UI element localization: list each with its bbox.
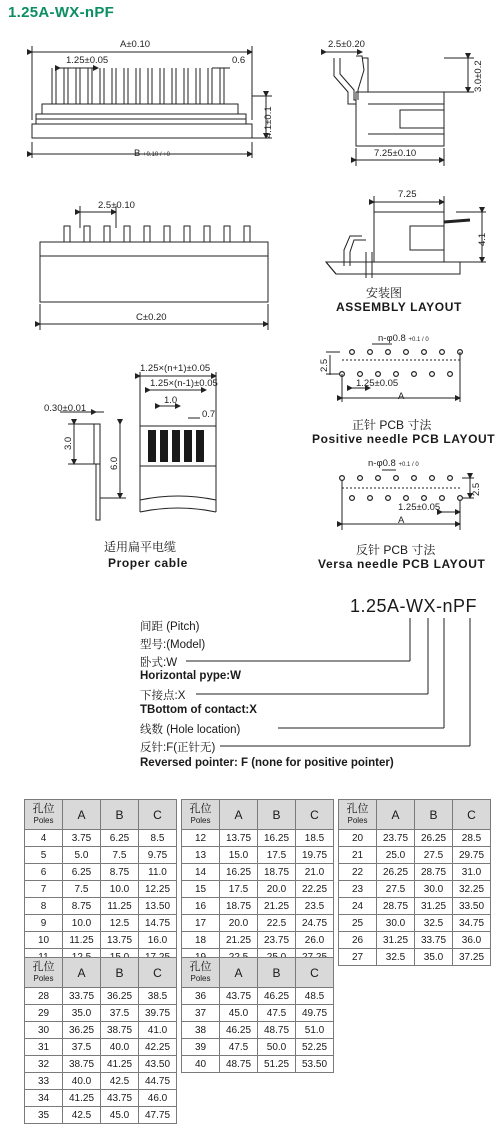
table-row bbox=[25, 830, 177, 847]
dimension-cell: 40.0 bbox=[101, 1039, 139, 1056]
poles-header-cn: 孔位 bbox=[32, 960, 55, 973]
dimension-cell: 32.25 bbox=[453, 881, 491, 898]
poles-cell: 5 bbox=[25, 847, 63, 864]
dimension-cell: 37.25 bbox=[453, 949, 491, 966]
dimension-cell: 27.5 bbox=[377, 881, 415, 898]
dim-pin-width: 0.6 bbox=[232, 55, 246, 66]
dimension-cell: 20.0 bbox=[258, 881, 296, 898]
dimension-cell: 6.25 bbox=[101, 830, 139, 847]
cable-dim-3: 3.0 bbox=[63, 436, 74, 450]
table-row bbox=[25, 932, 177, 949]
poles-header bbox=[182, 800, 220, 830]
dimension-cell: 37.5 bbox=[63, 1039, 101, 1056]
poles-cell: 22 bbox=[339, 864, 377, 881]
dimension-cell: 7.5 bbox=[101, 847, 139, 864]
dim-depth-assembly: 7.25 bbox=[398, 189, 417, 200]
table-header-row bbox=[182, 800, 334, 830]
pos-hole-tol: +0.1 / 0 bbox=[408, 337, 429, 343]
dimension-cell: 23.75 bbox=[258, 932, 296, 949]
dimension-cell: 13.75 bbox=[220, 830, 258, 847]
versa-hole-main: n-φ0.8 bbox=[368, 458, 396, 469]
dimension-cell: 12.5 bbox=[101, 915, 139, 932]
cable-dim-1: 1.0 bbox=[164, 395, 178, 406]
table-row bbox=[25, 915, 177, 932]
dimension-cell: 38.5 bbox=[139, 988, 177, 1005]
dimension-cell: 20.0 bbox=[220, 915, 258, 932]
pos-a-dim: A bbox=[398, 391, 405, 402]
poles-cell: 9 bbox=[25, 915, 63, 932]
dimension-cell: 28.5 bbox=[453, 830, 491, 847]
table-row bbox=[339, 915, 491, 932]
dimension-cell: 31.0 bbox=[453, 864, 491, 881]
dimension-cell: 11.0 bbox=[139, 864, 177, 881]
column-header-a: A bbox=[63, 958, 101, 988]
dim-height-top: 4.1±0.1 bbox=[263, 106, 274, 138]
poles-table-1 bbox=[24, 799, 177, 966]
dimension-cell: 26.25 bbox=[415, 830, 453, 847]
dimension-cell: 47.75 bbox=[139, 1107, 177, 1124]
assembly-caption-cn: 安装图 bbox=[366, 286, 403, 300]
dimension-cell: 43.75 bbox=[101, 1090, 139, 1107]
cable-thickness-dim: 0.30±0.01 bbox=[44, 403, 87, 414]
poles-cell: 10 bbox=[25, 932, 63, 949]
dimension-cell: 47.5 bbox=[220, 1039, 258, 1056]
versa-caption-en: Versa needle PCB LAYOUT bbox=[318, 557, 486, 571]
table-row bbox=[339, 932, 491, 949]
dimension-cell: 28.75 bbox=[415, 864, 453, 881]
dimension-cell: 22.5 bbox=[258, 915, 296, 932]
table-header-row bbox=[25, 958, 177, 988]
dimension-cell: 33.75 bbox=[63, 988, 101, 1005]
dimension-cell: 36.0 bbox=[453, 932, 491, 949]
dim-b-top bbox=[134, 149, 170, 159]
dimension-cell: 33.75 bbox=[415, 932, 453, 949]
dimension-cell: 13.75 bbox=[101, 932, 139, 949]
dimension-cell: 41.25 bbox=[101, 1056, 139, 1073]
poles-cell: 30 bbox=[25, 1022, 63, 1039]
dimension-cell: 31.25 bbox=[415, 898, 453, 915]
column-header-b: B bbox=[101, 800, 139, 830]
table-row bbox=[25, 1090, 177, 1107]
positive-caption-cn: 正针 PCB 寸法 bbox=[352, 418, 432, 432]
dimension-cell: 21.25 bbox=[258, 898, 296, 915]
table-row bbox=[182, 1056, 334, 1073]
dimension-cell: 35.0 bbox=[63, 1005, 101, 1022]
dimension-cell: 10.0 bbox=[63, 915, 101, 932]
dimension-cell: 7.5 bbox=[63, 881, 101, 898]
table-row bbox=[182, 898, 334, 915]
poles-header-en: Poles bbox=[190, 815, 211, 825]
poles-cell: 23 bbox=[339, 881, 377, 898]
table-row bbox=[182, 1022, 334, 1039]
table-row bbox=[25, 1005, 177, 1022]
dimension-cell: 3.75 bbox=[63, 830, 101, 847]
dimension-cell: 49.75 bbox=[296, 1005, 334, 1022]
dim-b-tol: +0.10 / +0 bbox=[142, 152, 171, 158]
legend-model: 型号:(Model) bbox=[140, 639, 206, 651]
poles-cell: 7 bbox=[25, 881, 63, 898]
column-header-b: B bbox=[258, 958, 296, 988]
table-row bbox=[25, 847, 177, 864]
poles-header bbox=[182, 958, 220, 988]
versa-row-dim: 2.5 bbox=[471, 482, 482, 496]
poles-header-cn: 孔位 bbox=[346, 802, 369, 815]
poles-cell: 21 bbox=[339, 847, 377, 864]
dim-depth-side: 7.25±0.10 bbox=[374, 148, 417, 159]
dimension-cell: 43.50 bbox=[139, 1056, 177, 1073]
dimension-cell: 26.25 bbox=[377, 864, 415, 881]
dimension-cell: 18.5 bbox=[296, 830, 334, 847]
cable-dim-n-minus-1: 1.25×(n-1)±0.05 bbox=[150, 378, 218, 389]
poles-cell: 20 bbox=[339, 830, 377, 847]
poles-cell: 15 bbox=[182, 881, 220, 898]
poles-cell: 8 bbox=[25, 898, 63, 915]
dimension-cell: 48.75 bbox=[220, 1056, 258, 1073]
dimension-cell: 36.25 bbox=[101, 988, 139, 1005]
poles-cell: 26 bbox=[339, 932, 377, 949]
cable-dim-n-plus-1: 1.25×(n+1)±0.05 bbox=[140, 363, 211, 374]
poles-header-en: Poles bbox=[33, 973, 54, 983]
dimension-cell: 12.25 bbox=[139, 881, 177, 898]
dimension-cell: 46.25 bbox=[220, 1022, 258, 1039]
dimension-cell: 19.75 bbox=[296, 847, 334, 864]
table-row bbox=[339, 949, 491, 966]
dimension-cell: 24.75 bbox=[296, 915, 334, 932]
poles-header-cn: 孔位 bbox=[189, 802, 212, 815]
poles-cell: 40 bbox=[182, 1056, 220, 1073]
dim-lead-side: 2.5±0.20 bbox=[328, 39, 365, 50]
dimension-cell: 30.0 bbox=[377, 915, 415, 932]
dim-c-mid: C±0.20 bbox=[136, 312, 167, 323]
dimension-cell: 11.25 bbox=[63, 932, 101, 949]
dimension-cell: 13.50 bbox=[139, 898, 177, 915]
poles-cell: 39 bbox=[182, 1039, 220, 1056]
dimension-cell: 18.75 bbox=[220, 898, 258, 915]
table-row bbox=[339, 881, 491, 898]
dimension-cell: 39.75 bbox=[139, 1005, 177, 1022]
table-row bbox=[25, 864, 177, 881]
dimension-cell: 34.75 bbox=[453, 915, 491, 932]
column-header-b: B bbox=[258, 800, 296, 830]
dimension-cell: 46.25 bbox=[258, 988, 296, 1005]
table-row bbox=[182, 915, 334, 932]
dim-pitch-mid: 2.5±0.10 bbox=[98, 200, 135, 211]
poles-cell: 6 bbox=[25, 864, 63, 881]
table-row bbox=[182, 881, 334, 898]
dimension-cell: 17.5 bbox=[220, 881, 258, 898]
poles-cell: 32 bbox=[25, 1056, 63, 1073]
dimension-cell: 21.0 bbox=[296, 864, 334, 881]
versa-a-dim: A bbox=[398, 515, 405, 526]
table-row bbox=[25, 1107, 177, 1124]
dimension-cell: 33.50 bbox=[453, 898, 491, 915]
poles-header bbox=[339, 800, 377, 830]
table-row bbox=[25, 898, 177, 915]
poles-header-cn: 孔位 bbox=[189, 960, 212, 973]
dimension-cell: 5.0 bbox=[63, 847, 101, 864]
cable-caption-cn: 适用扁平电缆 bbox=[104, 540, 177, 554]
cable-dim-6: 6.0 bbox=[109, 456, 120, 470]
dimension-cell: 23.5 bbox=[296, 898, 334, 915]
dimension-cell: 30.0 bbox=[415, 881, 453, 898]
poles-cell: 13 bbox=[182, 847, 220, 864]
dimension-cell: 21.25 bbox=[220, 932, 258, 949]
poles-cell: 16 bbox=[182, 898, 220, 915]
dim-pitch-top: 1.25±0.05 bbox=[66, 55, 109, 66]
poles-cell: 25 bbox=[339, 915, 377, 932]
assembly-caption-en: ASSEMBLY LAYOUT bbox=[336, 300, 462, 314]
legend-horizontal-en: Horizontal pype:W bbox=[140, 670, 241, 682]
poles-cell: 18 bbox=[182, 932, 220, 949]
table-row bbox=[25, 1056, 177, 1073]
dimension-cell: 8.5 bbox=[139, 830, 177, 847]
dimension-cell: 46.0 bbox=[139, 1090, 177, 1107]
dimension-cell: 31.25 bbox=[377, 932, 415, 949]
model-code: 1.25A-WX-nPF bbox=[350, 596, 478, 616]
poles-header-cn: 孔位 bbox=[32, 802, 55, 815]
legend-pitch: 间距 (Pitch) bbox=[140, 621, 200, 633]
pos-hole-dim bbox=[378, 334, 429, 344]
poles-cell: 35 bbox=[25, 1107, 63, 1124]
page-title: 1.25A-WX-nPF bbox=[8, 4, 115, 21]
dimension-cell: 44.75 bbox=[139, 1073, 177, 1090]
table-row bbox=[182, 847, 334, 864]
table-row bbox=[25, 881, 177, 898]
poles-cell: 36 bbox=[182, 988, 220, 1005]
legend-reversed-en: Reversed pointer: F (none for positive pointer) bbox=[140, 757, 394, 769]
column-header-c: C bbox=[453, 800, 491, 830]
dimension-cell: 38.75 bbox=[101, 1022, 139, 1039]
poles-header-en: Poles bbox=[190, 973, 211, 983]
table-header-row bbox=[25, 800, 177, 830]
pos-hole-main: n-φ0.8 bbox=[378, 333, 406, 344]
table-row bbox=[25, 1022, 177, 1039]
legend-horizontal-cn: 卧式:W bbox=[140, 657, 178, 669]
dimension-cell: 41.0 bbox=[139, 1022, 177, 1039]
dimension-cell: 16.25 bbox=[220, 864, 258, 881]
table-row bbox=[182, 932, 334, 949]
column-header-b: B bbox=[101, 958, 139, 988]
dimension-cell: 51.0 bbox=[296, 1022, 334, 1039]
table-row bbox=[339, 830, 491, 847]
table-row bbox=[339, 898, 491, 915]
table-row bbox=[25, 988, 177, 1005]
column-header-c: C bbox=[296, 958, 334, 988]
column-header-a: A bbox=[377, 800, 415, 830]
table-row bbox=[339, 864, 491, 881]
dimension-cell: 16.25 bbox=[258, 830, 296, 847]
poles-cell: 24 bbox=[339, 898, 377, 915]
table-header-row bbox=[339, 800, 491, 830]
dimension-cell: 32.5 bbox=[377, 949, 415, 966]
poles-header bbox=[25, 800, 63, 830]
dimension-cell: 9.75 bbox=[139, 847, 177, 864]
versa-hole-dim bbox=[368, 459, 419, 469]
dimension-cell: 11.25 bbox=[101, 898, 139, 915]
table-row bbox=[182, 988, 334, 1005]
versa-caption-cn: 反针 PCB 寸法 bbox=[356, 543, 436, 557]
table-row bbox=[182, 1039, 334, 1056]
dimension-cell: 22.25 bbox=[296, 881, 334, 898]
dimension-cell: 17.5 bbox=[258, 847, 296, 864]
poles-header-en: Poles bbox=[347, 815, 368, 825]
table-row bbox=[339, 847, 491, 864]
dimension-cell: 48.5 bbox=[296, 988, 334, 1005]
versa-pitch-dim: 1.25±0.05 bbox=[398, 502, 441, 513]
poles-table-2 bbox=[181, 799, 334, 966]
dimension-cell: 42.25 bbox=[139, 1039, 177, 1056]
dimension-cell: 26.0 bbox=[296, 932, 334, 949]
legend-reversed-cn: 反针:F(正针无) bbox=[140, 742, 216, 754]
dimension-cell: 14.75 bbox=[139, 915, 177, 932]
dimension-cell: 52.25 bbox=[296, 1039, 334, 1056]
dimension-cell: 15.0 bbox=[220, 847, 258, 864]
poles-cell: 29 bbox=[25, 1005, 63, 1022]
dim-height-side: 3.0±0.2 bbox=[473, 60, 484, 92]
versa-hole-tol: +0.1 / 0 bbox=[398, 462, 419, 468]
poles-header bbox=[25, 958, 63, 988]
positive-caption-en: Positive needle PCB LAYOUT bbox=[312, 432, 496, 446]
poles-cell: 17 bbox=[182, 915, 220, 932]
table-row bbox=[25, 1073, 177, 1090]
dimension-cell: 18.75 bbox=[258, 864, 296, 881]
column-header-c: C bbox=[139, 958, 177, 988]
poles-cell: 31 bbox=[25, 1039, 63, 1056]
cable-dim-07: 0.7 bbox=[202, 409, 216, 420]
poles-table-3 bbox=[338, 799, 491, 966]
dimension-cell: 28.75 bbox=[377, 898, 415, 915]
dimension-cell: 47.5 bbox=[258, 1005, 296, 1022]
poles-cell: 12 bbox=[182, 830, 220, 847]
dimension-cell: 43.75 bbox=[220, 988, 258, 1005]
dimension-cell: 41.25 bbox=[63, 1090, 101, 1107]
column-header-c: C bbox=[296, 800, 334, 830]
poles-cell: 38 bbox=[182, 1022, 220, 1039]
poles-header-en: Poles bbox=[33, 815, 54, 825]
pos-pitch-dim: 1.25±0.05 bbox=[356, 378, 399, 389]
dimension-cell: 35.0 bbox=[415, 949, 453, 966]
dim-b-main: B bbox=[134, 148, 141, 159]
table-header-row bbox=[182, 958, 334, 988]
dimension-cell: 51.25 bbox=[258, 1056, 296, 1073]
dimension-cell: 8.75 bbox=[101, 864, 139, 881]
legend-bottom-en: TBottom of contact:X bbox=[140, 704, 257, 716]
dimension-cell: 45.0 bbox=[101, 1107, 139, 1124]
dimension-cell: 42.5 bbox=[101, 1073, 139, 1090]
column-header-b: B bbox=[415, 800, 453, 830]
table-row bbox=[182, 1005, 334, 1022]
column-header-a: A bbox=[63, 800, 101, 830]
column-header-a: A bbox=[220, 800, 258, 830]
poles-cell: 27 bbox=[339, 949, 377, 966]
poles-cell: 14 bbox=[182, 864, 220, 881]
dimension-cell: 38.75 bbox=[63, 1056, 101, 1073]
dimension-cell: 53.50 bbox=[296, 1056, 334, 1073]
table-row bbox=[25, 1039, 177, 1056]
dimension-cell: 6.25 bbox=[63, 864, 101, 881]
dimension-cell: 32.5 bbox=[415, 915, 453, 932]
poles-table-4 bbox=[24, 957, 177, 1124]
dimension-cell: 29.75 bbox=[453, 847, 491, 864]
dimension-cell: 48.75 bbox=[258, 1022, 296, 1039]
poles-cell: 28 bbox=[25, 988, 63, 1005]
legend-hole-location: 线数 (Hole location) bbox=[140, 724, 241, 736]
poles-table-5 bbox=[181, 957, 334, 1073]
dimension-cell: 16.0 bbox=[139, 932, 177, 949]
dimension-cell: 27.5 bbox=[415, 847, 453, 864]
pos-row-dim: 2.5 bbox=[319, 358, 330, 372]
dimension-cell: 25.0 bbox=[377, 847, 415, 864]
poles-cell: 4 bbox=[25, 830, 63, 847]
column-header-c: C bbox=[139, 800, 177, 830]
dim-a-top: A±0.10 bbox=[120, 39, 151, 50]
dimension-cell: 23.75 bbox=[377, 830, 415, 847]
dimension-cell: 40.0 bbox=[63, 1073, 101, 1090]
poles-cell: 37 bbox=[182, 1005, 220, 1022]
poles-cell: 33 bbox=[25, 1073, 63, 1090]
column-header-a: A bbox=[220, 958, 258, 988]
legend-bottom-cn: 下接点:X bbox=[140, 690, 186, 702]
dimension-cell: 37.5 bbox=[101, 1005, 139, 1022]
dimension-cell: 8.75 bbox=[63, 898, 101, 915]
table-row bbox=[182, 864, 334, 881]
dimension-cell: 36.25 bbox=[63, 1022, 101, 1039]
dimension-cell: 45.0 bbox=[220, 1005, 258, 1022]
table-row bbox=[182, 830, 334, 847]
cable-caption-en: Proper cable bbox=[108, 556, 188, 570]
dimension-cell: 10.0 bbox=[101, 881, 139, 898]
dimension-cell: 42.5 bbox=[63, 1107, 101, 1124]
poles-cell: 34 bbox=[25, 1090, 63, 1107]
dim-height-assembly: 4.1 bbox=[477, 232, 488, 246]
dimension-cell: 50.0 bbox=[258, 1039, 296, 1056]
